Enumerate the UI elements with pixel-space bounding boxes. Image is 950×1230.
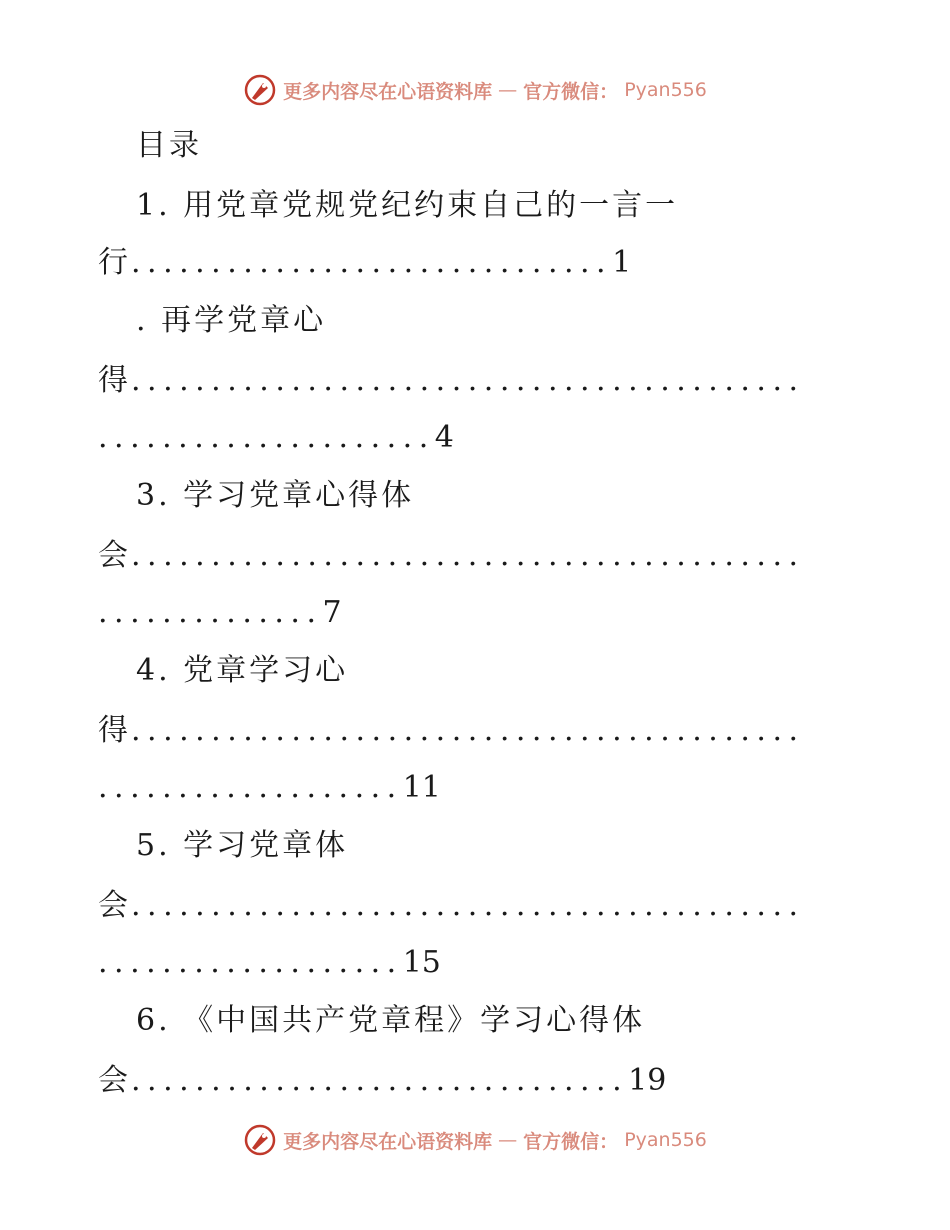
toc-entry-page-number: 19 [628, 1063, 667, 1098]
toc-entry-continuation: 行 [98, 245, 131, 280]
toc-entry-dots: ................... [98, 770, 403, 805]
toc-entry-dots: .............. [98, 595, 323, 630]
toc-entry-heading: 3. 学习党章心得体 [136, 478, 415, 513]
toc-entry-heading: 4. 党章学习心 [136, 653, 349, 688]
toc-entry-continuation: 会 [98, 888, 131, 923]
watermark-id: Pyan556 [624, 79, 707, 101]
toc-entry-heading: 1. 用党章党规党纪约束自己的一言一 [136, 188, 679, 223]
toc-entry-leader-continued [98, 941, 441, 985]
toc-entry-heading: . 再学党章心 [136, 303, 327, 338]
toc-entry-leader [98, 709, 805, 753]
toc-entry-leader-continued [98, 766, 441, 810]
watermark-separator: — [498, 79, 518, 101]
toc-entry-dots: .......................................... [131, 888, 805, 923]
toc-entry-continuation: 会 [98, 538, 131, 573]
toc-entry-continuation: 会 [98, 1063, 131, 1098]
pen-nib-logo-icon [243, 73, 277, 107]
toc-title: 目录 [136, 128, 202, 163]
toc-entry-leader [98, 1059, 666, 1103]
footer-watermark [0, 1120, 950, 1160]
watermark-label: 官方微信： [523, 1130, 619, 1153]
watermark-label: 官方微信： [523, 80, 619, 103]
toc-entry-continuation: 得 [98, 363, 131, 398]
toc-entry-page-number: 1 [612, 245, 632, 280]
toc-entry-dots: ..................... [98, 420, 435, 455]
watermark-text: 更多内容尽在心语资料库 [283, 80, 493, 103]
toc-entry-dots: .......................................... [131, 713, 805, 748]
toc-entry-page-number: 15 [402, 945, 441, 980]
toc-entry-page-number: 11 [402, 770, 441, 805]
watermark-separator: — [498, 1129, 518, 1151]
toc-entry-leader [98, 359, 805, 403]
toc-entry-leader [98, 534, 805, 578]
toc-entry-leader-continued [98, 591, 342, 635]
toc-entry-dots: ................... [98, 945, 403, 980]
toc-entry-leader [98, 884, 805, 928]
toc-entry-leader-continued [98, 416, 454, 460]
toc-entry-heading: 6. 《中国共产党章程》学习心得体 [136, 1003, 646, 1038]
toc-entry-heading: 5. 学习党章体 [136, 828, 349, 863]
toc-entry-dots: ............................... [131, 1063, 629, 1098]
toc-entry-continuation: 得 [98, 713, 131, 748]
toc-entry-page-number: 7 [322, 595, 342, 630]
toc-entry-dots: .............................. [131, 245, 613, 280]
watermark-id: Pyan556 [624, 1129, 707, 1151]
toc-entry-page-number: 4 [434, 420, 454, 455]
watermark-text: 更多内容尽在心语资料库 [283, 1130, 493, 1153]
pen-nib-logo-icon [243, 1123, 277, 1157]
toc-entry-dots: .......................................... [131, 538, 805, 573]
header-watermark [0, 70, 950, 110]
toc-entry-leader [98, 241, 631, 285]
toc-entry-dots: .......................................... [131, 363, 805, 398]
